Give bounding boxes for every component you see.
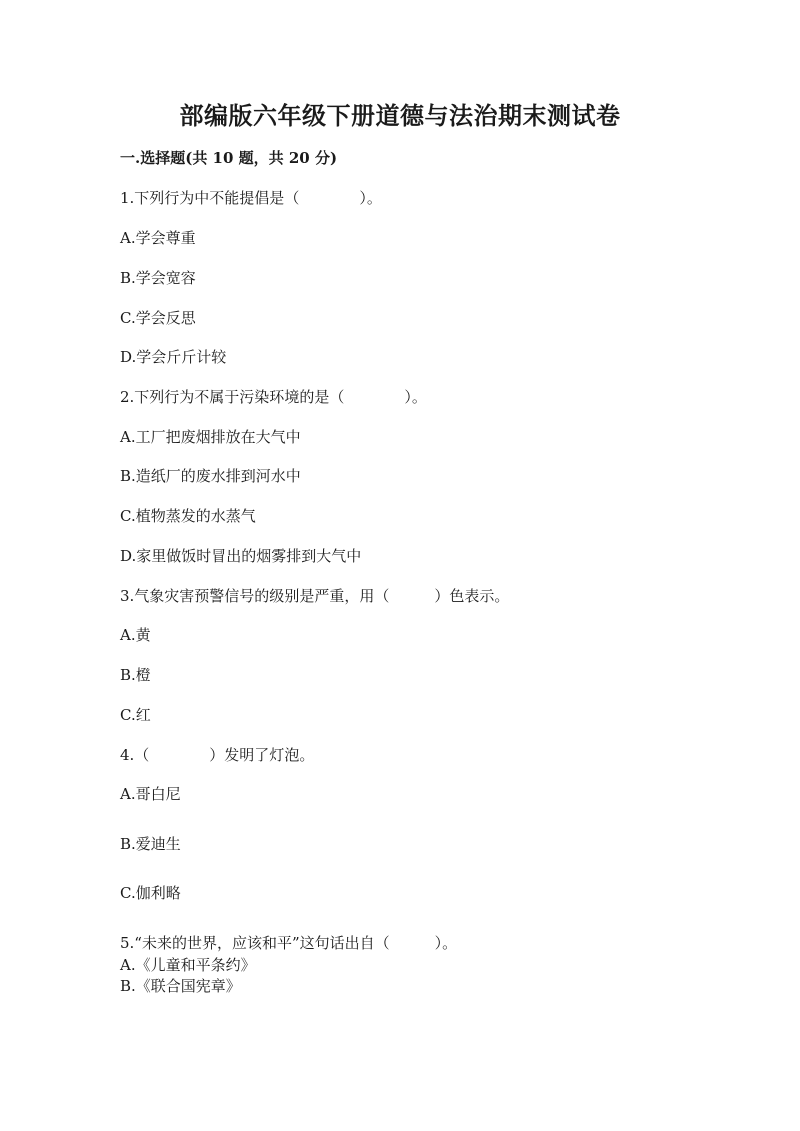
question-5-stem: 5.“未来的世界，应该和平”这句话出自（ ）。 <box>120 934 458 952</box>
section-heading: 一.选择题(共 10 题，共 20 分) <box>120 149 338 167</box>
exam-title: 部编版六年级下册道德与法治期末测试卷 <box>179 101 621 130</box>
question-1-option-c: C.学会反思 <box>120 309 196 327</box>
question-3-option-a: A.黄 <box>120 626 151 644</box>
question-2-stem: 2.下列行为不属于污染环境的是（ ）。 <box>120 388 427 406</box>
question-1-option-b: B.学会宽容 <box>120 269 196 287</box>
question-3-option-b: B.橙 <box>120 666 151 684</box>
question-4-option-c: C.伽利略 <box>120 884 181 902</box>
question-4-option-b: B.爱迪生 <box>120 835 181 853</box>
question-5-option-a: A.《儿童和平条约》 <box>120 956 256 974</box>
question-3-stem: 3.气象灾害预警信号的级别是严重，用（ ）色表示。 <box>120 587 510 605</box>
question-1-option-d: D.学会斤斤计较 <box>120 348 227 366</box>
question-5-option-b: B.《联合国宪章》 <box>120 977 241 995</box>
question-3-option-c: C.红 <box>120 706 151 724</box>
question-4-stem: 4.（ ）发明了灯泡。 <box>120 746 315 764</box>
question-1-option-a: A.学会尊重 <box>120 229 196 247</box>
question-2-option-a: A.工厂把废烟排放在大气中 <box>120 428 301 446</box>
question-2-option-d: D.家里做饭时冒出的烟雾排到大气中 <box>120 547 362 565</box>
question-4-option-a: A.哥白尼 <box>120 785 181 803</box>
question-2-option-c: C.植物蒸发的水蒸气 <box>120 507 256 525</box>
question-1-stem: 1.下列行为中不能提倡是（ ）。 <box>120 189 382 207</box>
question-2-option-b: B.造纸厂的废水排到河水中 <box>120 467 301 485</box>
